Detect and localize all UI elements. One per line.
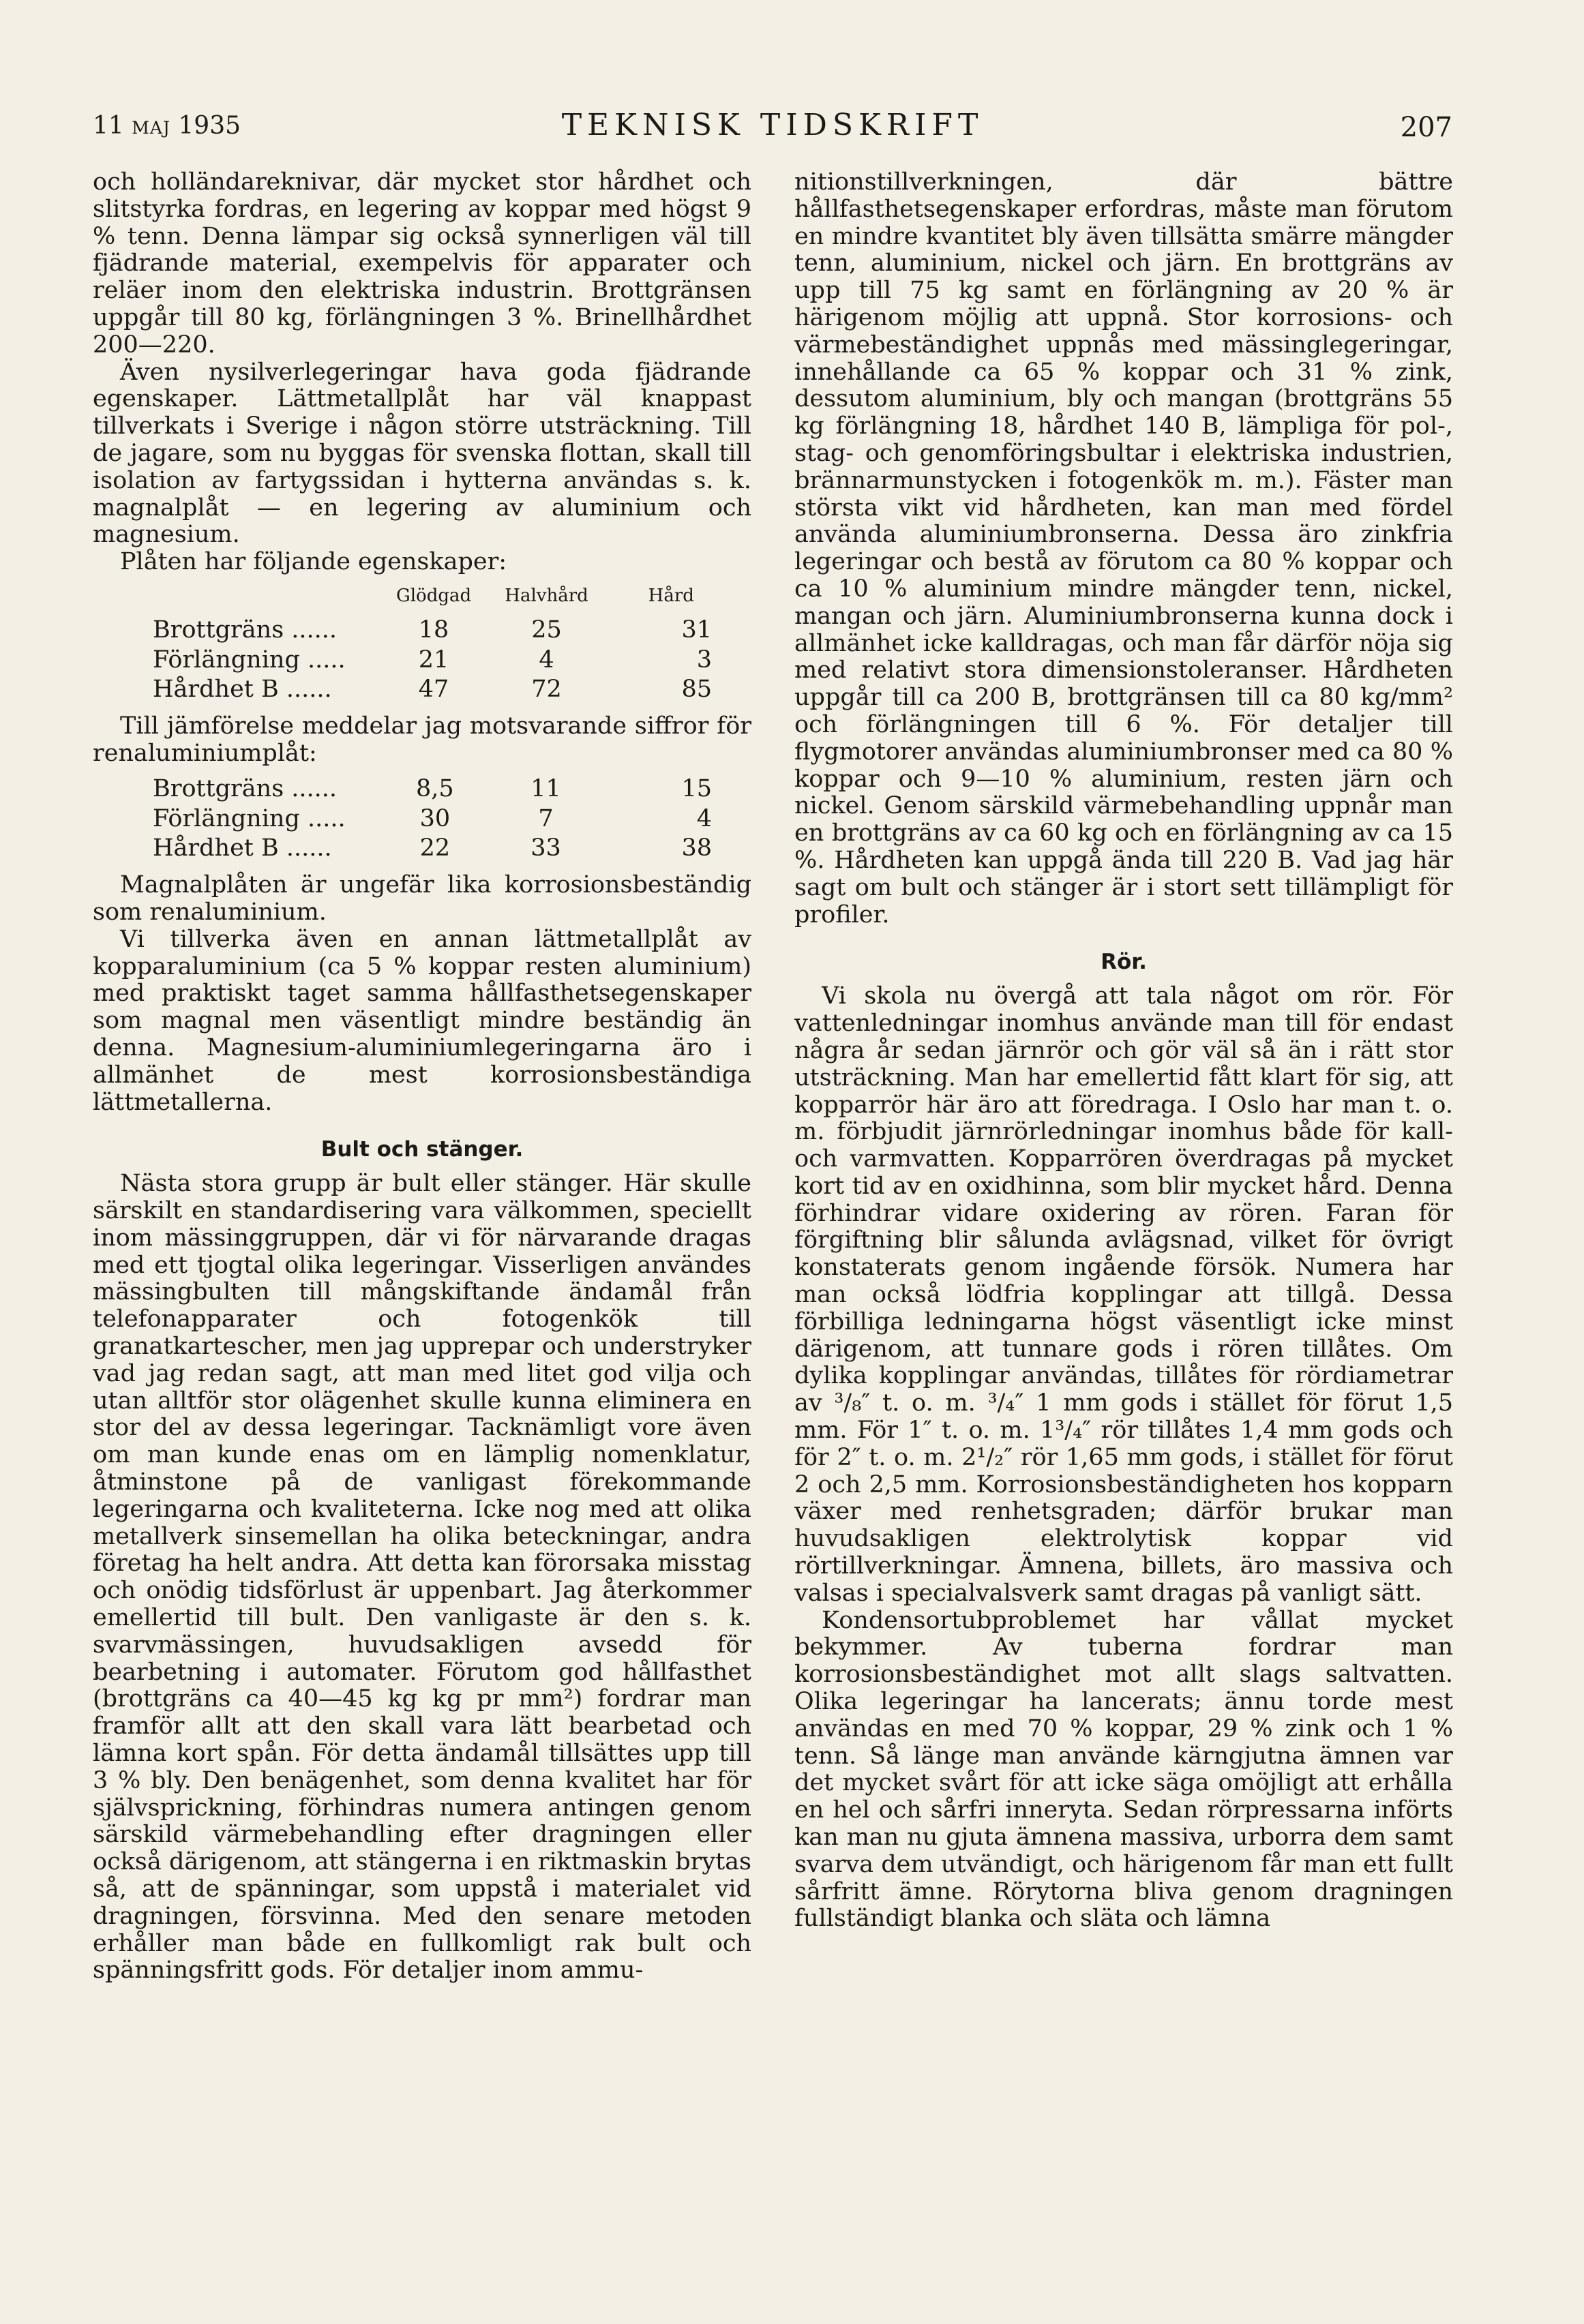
- table-row: [153, 646, 739, 676]
- table-cell: 72: [531, 676, 562, 704]
- table-cell: 38: [681, 834, 712, 862]
- paragraph: Nästa stora grupp är bult eller stänger. Här skulle särskilt en standardisering vara välkommen, speciellt inom mässinggruppen, där vi för närvarande dragas med ett tjogtal olika legeringar. Visserligen användes mässingbulten till mångskiftande ändamål från telefonapparater och fotogenkök till granatkartescher, men jag upprepar och understryker vad jag redan sagt, att man med litet god vilja och utan alltför stor olägenhet skulle kunna eliminera en stor del av dessa legeringar. Tacknämligt vore även om man kunde enas om en lämplig nomenklatur, åtminstone på de vanligast förekommande legeringarna och kvaliteterna. Icke nog med att olika metallverk sinsemellan ha olika beteckningar, andra företag ha helt andra. Att detta kan förorsaka misstag och onödig tidsförlust är uppenbart. Jag återkommer emellertid till bult. Den vanligaste är den s. k. svarvmässingen, huvudsakligen avsedd för bearbetning i automater. Förutom god hållfasthet (brottgräns ca 40—45 kg kg pr mm²) fordrar man framför allt att den skall vara lätt bearbetad och lämna kort spån. För detta ändamål tillsättes upp till 3 % bly. Den benägenhet, som denna kvalitet har för självsprickning, förhindras numera antingen genom särskild värmebehandling efter dragningen eller också därigenom, att stängerna i en riktmaskin brytas så, att de spänningar, som uppstå i materialet vid dragningen, försvinna. Med den senare metoden erhåller man både en fullkomligt rak bult och spänningsfritt gods. För detaljer inom ammu-: [93, 1170, 751, 1985]
- table-cell: 33: [531, 834, 561, 862]
- table-cell: 3: [696, 646, 712, 674]
- left-column: [93, 169, 751, 1985]
- paragraph: Vi skola nu övergå att tala något om rör. För vattenledningar inomhus använde man till för endast några år sedan järnrör och gör väl så än i rätt stor utsträckning. Man har emellertid fått klart för sig, att kopparrör här äro att föredraga. I Oslo har man t. o. m. förbjudit järnrörledningar inomhus både för kall- och varmvatten. Kopparrören överdragas på mycket kort tid av en oxidhinna, som blir mycket hård. Denna förhindrar vidare oxidering av rören. Faran för förgiftning blir sålunda avlägsnad, vilket för övrigt konstaterats genom ingående försök. Numera har man också lödfria kopplingar att tillgå. Dessa förbilliga ledningarna högst väsentligt icke minst därigenom, att tunnare gods i rören tillåtes. Om dylika kopplingar användas, tillåtes för rördiametrar av ³/₈″ t. o. m. ³/₄″ 1 mm gods i stället för förut 1,5 mm. För 1″ t. o. m. 1³/₄″ rör tillåtes 1,4 mm gods och för 2″ t. o. m. 2¹/₂″ rör 1,65 mm gods, i stället för förut 2 och 2,5 mm. Korrosionsbeständigheten hos kopparn växer med renhetsgraden; därför brukar man huvudsakligen elektrolytisk koppar vid rörtillverkningar. Ämnena, billets, äro massiva och valsas i specialvalsverk samt dragas på vanligt sätt.: [794, 982, 1453, 1607]
- table-cell: 7: [538, 804, 554, 832]
- row-label: Brottgräns ......: [153, 774, 338, 802]
- table-row: [153, 834, 739, 864]
- paragraph: Kondensortubproblemet har vållat mycket bekymmer. Av tuberna fordrar man korrosionsbeständighet mot allt slags saltvatten. Olika legeringar ha lancerats; ännu torde mest användas en med 70 % koppar, 29 % zink och 1 % tenn. Så länge man använde kärngjutna ämnen var det mycket svårt för att icke säga omöjligt att erhålla en hel och sårfri inneryta. Sedan rörpressarna införts kan man nu gjuta ämnena massiva, urborra dem samt svarva dem utvändigt, och härigenom får man ett fullt sårfritt ämne. Rörytorna bliva genom dragningen fullständigt blanka och släta och lämna: [794, 1606, 1453, 1933]
- paragraph: Även nysilverlegeringar hava goda fjädrande egenskaper. Lättmetallplåt har väl knappast tillverkats i Sverige i någon större utsträckning. Till de jagare, som nu byggas för svenska flottan, skall till isolation av fartygssidan i hytterna användas s. k. magnalplåt — en legering av aluminium och magnesium.: [93, 358, 751, 549]
- row-label: Hårdhet B ......: [153, 834, 332, 862]
- paragraph: nitionstillverkningen, där bättre hållfasthetsegenskaper erfordras, måste man förutom en mindre kvantitet bly även tillsätta smärre mängder tenn, aluminium, nickel och järn. En brottgräns av upp till 75 kg samt en förlängning av 20 % är härigenom möjlig att uppnå. Stor korrosions- och värmebeständighet uppnås med mässinglegeringar, innehållande ca 65 % koppar och 31 % zink, dessutom aluminium, bly och mangan (brottgräns 55 kg förlängning 18, hårdhet 140 B, lämpliga för pol-, stag- och genomföringsbultar i elektriska industrien, brännarmunstycken i fotogenkök m. m.). Fäster man största vikt vid hårdheten, kan man med fördel använda aluminiumbronserna. Dessa äro zinkfria legeringar och bestå av förutom ca 80 % koppar och ca 10 % aluminium mindre mängder tenn, nickel, mangan och järn. Aluminiumbronserna kunna dock i allmänhet icke kalldragas, och man får därför nöja sig med relativt stora dimensionstoleranser. Hårdheten uppgår till ca 200 B, brottgränsen till ca 80 kg/mm² och förlängningen till 6 %. För detaljer till flygmotorer användas aluminiumbronser med ca 80 % koppar och 9—10 % aluminium, resten järn och nickel. Genom särskild värmebehandling uppnår man en brottgräns av ca 60 kg och en förlängning av ca 15 %. Hårdheten kan uppgå ända till 220 B. Vad jag här sagt om bult och stänger är i stort sett tillämpligt för profiler.: [794, 168, 1453, 929]
- table-header-row: [153, 583, 739, 616]
- section-heading: Bult och stänger.: [320, 1137, 524, 1162]
- table-cell: 4: [539, 646, 554, 674]
- row-label: Förlängning .....: [153, 646, 346, 674]
- page-number: 207: [1400, 112, 1452, 143]
- paragraph: Till jämförelse meddelar jag motsvarande siffror för renaluminiumplåt:: [93, 712, 751, 767]
- paragraph: Magnalplåten är ungefär lika korrosionsbeständig som renaluminium.: [93, 871, 751, 926]
- table-cell: 4: [696, 804, 712, 832]
- table-cell: 18: [418, 616, 449, 644]
- table-cell: 31: [681, 616, 712, 644]
- issue-date: 11 maj 1935: [93, 112, 241, 140]
- column-header: Halvhård: [505, 585, 588, 606]
- right-column: [794, 169, 1453, 1933]
- table-row: [153, 675, 739, 705]
- table-row: [153, 774, 739, 804]
- row-label: Brottgräns ......: [153, 616, 338, 644]
- column-header: Hård: [648, 585, 694, 606]
- table-cell: 25: [531, 616, 562, 644]
- section-heading: Rör.: [1101, 950, 1147, 975]
- table-cell: 47: [418, 676, 449, 704]
- table-cell: 22: [419, 834, 451, 862]
- table-cell: 85: [681, 676, 712, 704]
- page-header: [93, 108, 1452, 149]
- paragraph: Plåten har följande egenskaper:: [120, 548, 507, 576]
- paragraph: och holländareknivar, där mycket stor hårdhet och slitstyrka fordras, en legering av koppar med högst 9 % tenn. Denna lämpar sig också synnerligen väl till fjädrande material, exempelvis för apparater och reläer inom den elektriska industrin. Brottgränsen uppgår till 80 kg, förlängningen 3 %. Brinellhårdhet 200—220.: [93, 168, 751, 359]
- table-cell: 30: [419, 804, 451, 832]
- table-cell: 11: [531, 774, 561, 802]
- table-cell: 8,5: [416, 774, 454, 802]
- row-label: Förlängning .....: [153, 804, 346, 832]
- paragraph: Vi tillverka även en annan lättmetallplåt av kopparaluminium (ca 5 % koppar resten aluminium) med praktiskt taget samma hållfasthetsegenskaper som magnal men väsentligt mindre beständig än denna. Magnesium-aluminiumlegeringarna äro i allmänhet de mest korrosionsbeständiga lättmetallerna.: [93, 925, 751, 1116]
- row-label: Hårdhet B ......: [153, 676, 332, 704]
- magnal-properties-table: [153, 583, 739, 705]
- journal-title: TEKNISK TIDSKRIFT: [561, 108, 984, 142]
- aluminium-properties-table: [153, 774, 739, 864]
- table-row: [153, 616, 739, 646]
- table-row: [153, 804, 739, 834]
- column-header: Glödgad: [395, 585, 472, 606]
- table-cell: 15: [681, 774, 712, 802]
- table-cell: 21: [418, 646, 449, 674]
